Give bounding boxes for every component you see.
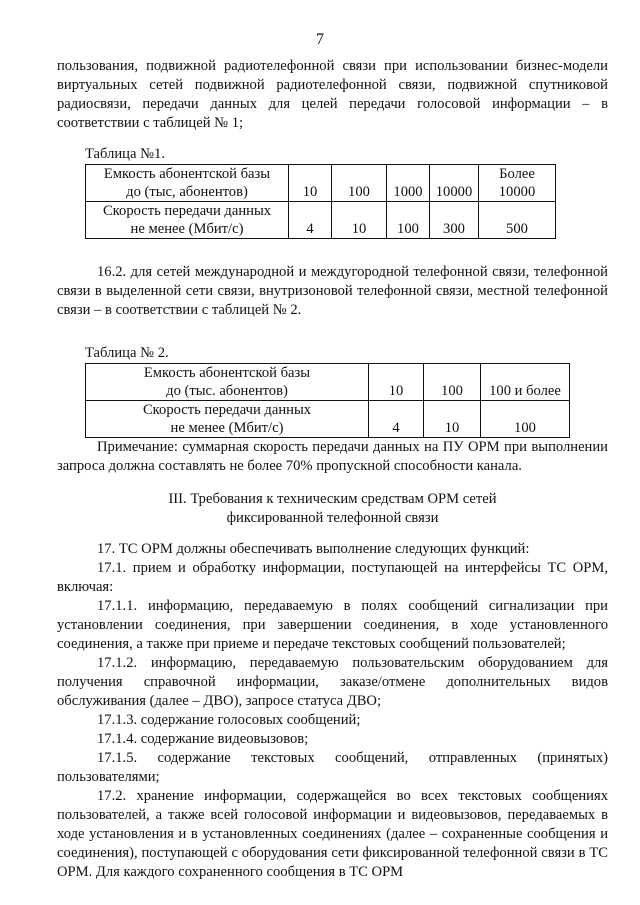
paragraph-16-2: 16.2. для сетей международной и междугородной телефонной связи, телефонной связи в выделенной сети связи, внутризоновой телефонной связи, местной телефонной связи – в соответствии с таблицей № 2. [57, 264, 608, 318]
table1 [85, 164, 556, 239]
section-heading-line: фиксированной телефонной связи [226, 510, 439, 526]
paragraph-17-1-4: 17.1.4. содержание видеовызовов; [97, 731, 309, 747]
table-row [86, 165, 556, 202]
page-number: 7 [316, 31, 324, 48]
table1-caption: Таблица №1. [85, 146, 165, 162]
intro-paragraph: пользования, подвижной радиотелефонной связи при использовании бизнес-модели виртуальных сетей подвижной радиотелефонной связи, подвижной спутниковой радиосвязи, передачи данных для целей передачи голосовой информации – в соответствии с таблицей № 1; [57, 58, 608, 131]
table-cell: Скорость передачи данных не менее (Мбит/с) [86, 401, 369, 438]
table2-caption: Таблица № 2. [85, 345, 169, 361]
table-cell: 10 [424, 401, 481, 438]
paragraph-17-1-3: 17.1.3. содержание голосовых сообщений; [97, 712, 361, 728]
table2 [85, 363, 570, 438]
paragraph-17-1-1: 17.1.1. информацию, передаваемую в полях сообщений сигнализации при установлении соединения, при завершении соединения, в ходе установленного соединения, а также при приеме и передаче текстовых сообщений пользователей; [57, 598, 608, 652]
table-cell: Емкость абонентской базы до (тыс, абонентов) [86, 165, 289, 202]
paragraph-17-1-5: 17.1.5. содержание текстовых сообщений, отправленных (принятых) пользователями; [57, 750, 608, 785]
table-cell: 10 [289, 165, 332, 202]
table-cell: 100 [481, 401, 570, 438]
table-row [86, 202, 556, 239]
paragraph-17: 17. ТС ОРМ должны обеспечивать выполнение следующих функций: [97, 541, 530, 557]
table-cell: 4 [289, 202, 332, 239]
table-cell: 100 [387, 202, 430, 239]
section-heading [57, 490, 608, 528]
table-row [86, 364, 570, 401]
table-row [86, 401, 570, 438]
table-cell: 10 [369, 364, 424, 401]
table-cell: 1000 [387, 165, 430, 202]
paragraph-17-2: 17.2. хранение информации, содержащейся во всех текстовых сообщениях пользователей, а также всей голосовой информации и видеовызовов, передаваемых в ходе установления и в установленных соединениях (далее – сохраненные сообщения и соединения), поступающей с оборудования сети фиксированной телефонной связи в ТС ОРМ. Для каждого сохраненного сообщения в ТС ОРМ [57, 788, 608, 880]
table-cell: 4 [369, 401, 424, 438]
table-cell: Скорость передачи данных не менее (Мбит/с) [86, 202, 289, 239]
note-paragraph: Примечание: суммарная скорость передачи данных на ПУ ОРМ при выполнении запроса должна составлять не более 70% пропускной способности канала. [57, 439, 608, 474]
table-cell: 10000 [430, 165, 479, 202]
table-cell: 100 [332, 165, 387, 202]
table-cell: Более 10000 [479, 165, 556, 202]
table-cell: 300 [430, 202, 479, 239]
paragraph-17-1-2: 17.1.2. информацию, передаваемую пользовательским оборудованием для получения справочной информации, заказе/отмене дополнительных видов обслуживания (далее – ДВО), запросе статуса ДВО; [57, 655, 608, 709]
requirements-list [57, 540, 608, 882]
table-cell: Емкость абонентской базы до (тыс. абонентов) [86, 364, 369, 401]
document-body [57, 57, 608, 882]
table-cell: 500 [479, 202, 556, 239]
table-cell: 100 [424, 364, 481, 401]
table-cell: 10 [332, 202, 387, 239]
section-heading-line: III. Требования к техническим средствам ОРМ сетей [168, 491, 497, 507]
table-cell: 100 и более [481, 364, 570, 401]
paragraph-17-1: 17.1. прием и обработку информации, поступающей на интерфейсы ТС ОРМ, включая: [57, 560, 608, 595]
